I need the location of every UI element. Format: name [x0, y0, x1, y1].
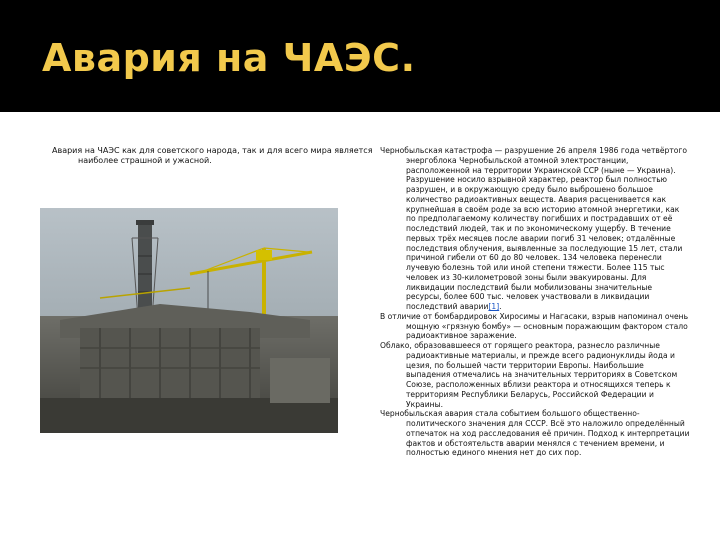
paragraph-3: Облако, образовавшееся от горящего реактора, разнесло различные радиоактивные материалы, и прежде всего радионуклиды йода и цезия, по большей части территории Европы. Наибольшие выпадения отмечались на значительных территориях в Советском Союзе, расположенных вблизи реактора и относящихся теперь к территориям Республики Беларусь, Российской Федерации и Украины.: [380, 341, 678, 409]
paragraph-2: В отличие от бомбардировок Хиросимы и Нагасаки, взрыв напоминал очень мощную «грязную бомбу» — основным поражающим фактором стало радиоактивное заражение.: [380, 311, 689, 341]
paragraph-4: Чернобыльская авария стала событием большого общественно-политического значения для СССР. Всё это наложило определённый отпечаток на ход расследования её причин. Подход к интерпретации фактов и обстоятельств аварии менялся с течением времени, и полностью единого мнения нет до сих пор.: [380, 409, 690, 458]
left-caption: Авария на ЧАЭС как для советского народа, так и для всего мира является наиболее страшной и ужасной.: [52, 146, 373, 165]
body-text: [380, 146, 690, 458]
sarcophagus-building: [40, 304, 338, 433]
reference-link[interactable]: [1]: [488, 302, 500, 311]
chernobyl-photo: [40, 208, 338, 433]
paragraph-1-tail: .: [499, 302, 502, 311]
chernobyl-photo-illustration: [40, 208, 338, 433]
paragraph-1: [380, 146, 690, 312]
paragraph-1-text: Чернобыльская катастрофа — разрушение 26 апреля 1986 года четвёртого энергоблока Чернобыльской атомной электростанции, расположенной на территории Украинской ССР (ныне — Украина). Разрушение носило взрывной характер, реактор был полностью разрушен, и в окружающую среду было выброшено большое количество радиоактивных веществ. Авария расценивается как крупнейшая в своём роде за всю историю атомной энергетики, как по предполагаемому количеству погибших и пострадавших от её последствий людей, так и по экономическому ущербу. В течение первых трёх месяцев после аварии погиб 31 человек; отдалённые последствия облучения, выявленные за последующие 15 лет, стали причиной гибели от 60 до 80 человек. 134 человека перенесли лучевую болезнь той или иной степени тяжести. Более 115 тыс человек из 30-километровой зоны были эвакуированы. Для ликвидации последствий были мобилизованы значительные ресурсы, более 600 тыс. человек участвовали в ликвидации последствий аварии: [380, 146, 688, 311]
slide-title: Авария на ЧАЭС.: [42, 36, 416, 80]
title-bar: [0, 0, 720, 112]
